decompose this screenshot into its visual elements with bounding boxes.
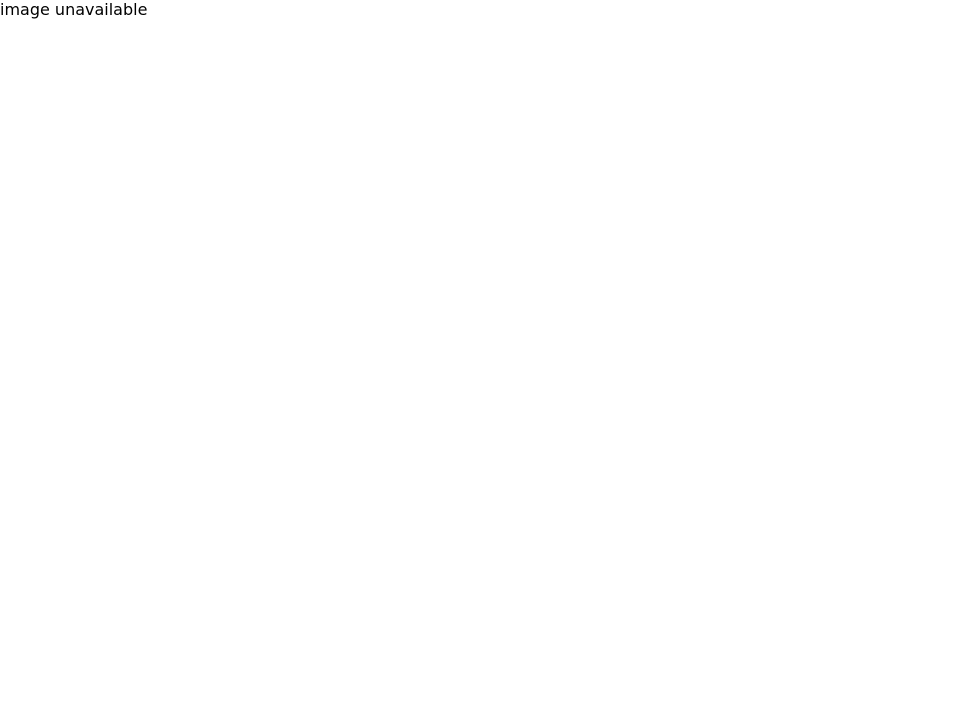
placeholder: image unavailable bbox=[0, 0, 148, 19]
